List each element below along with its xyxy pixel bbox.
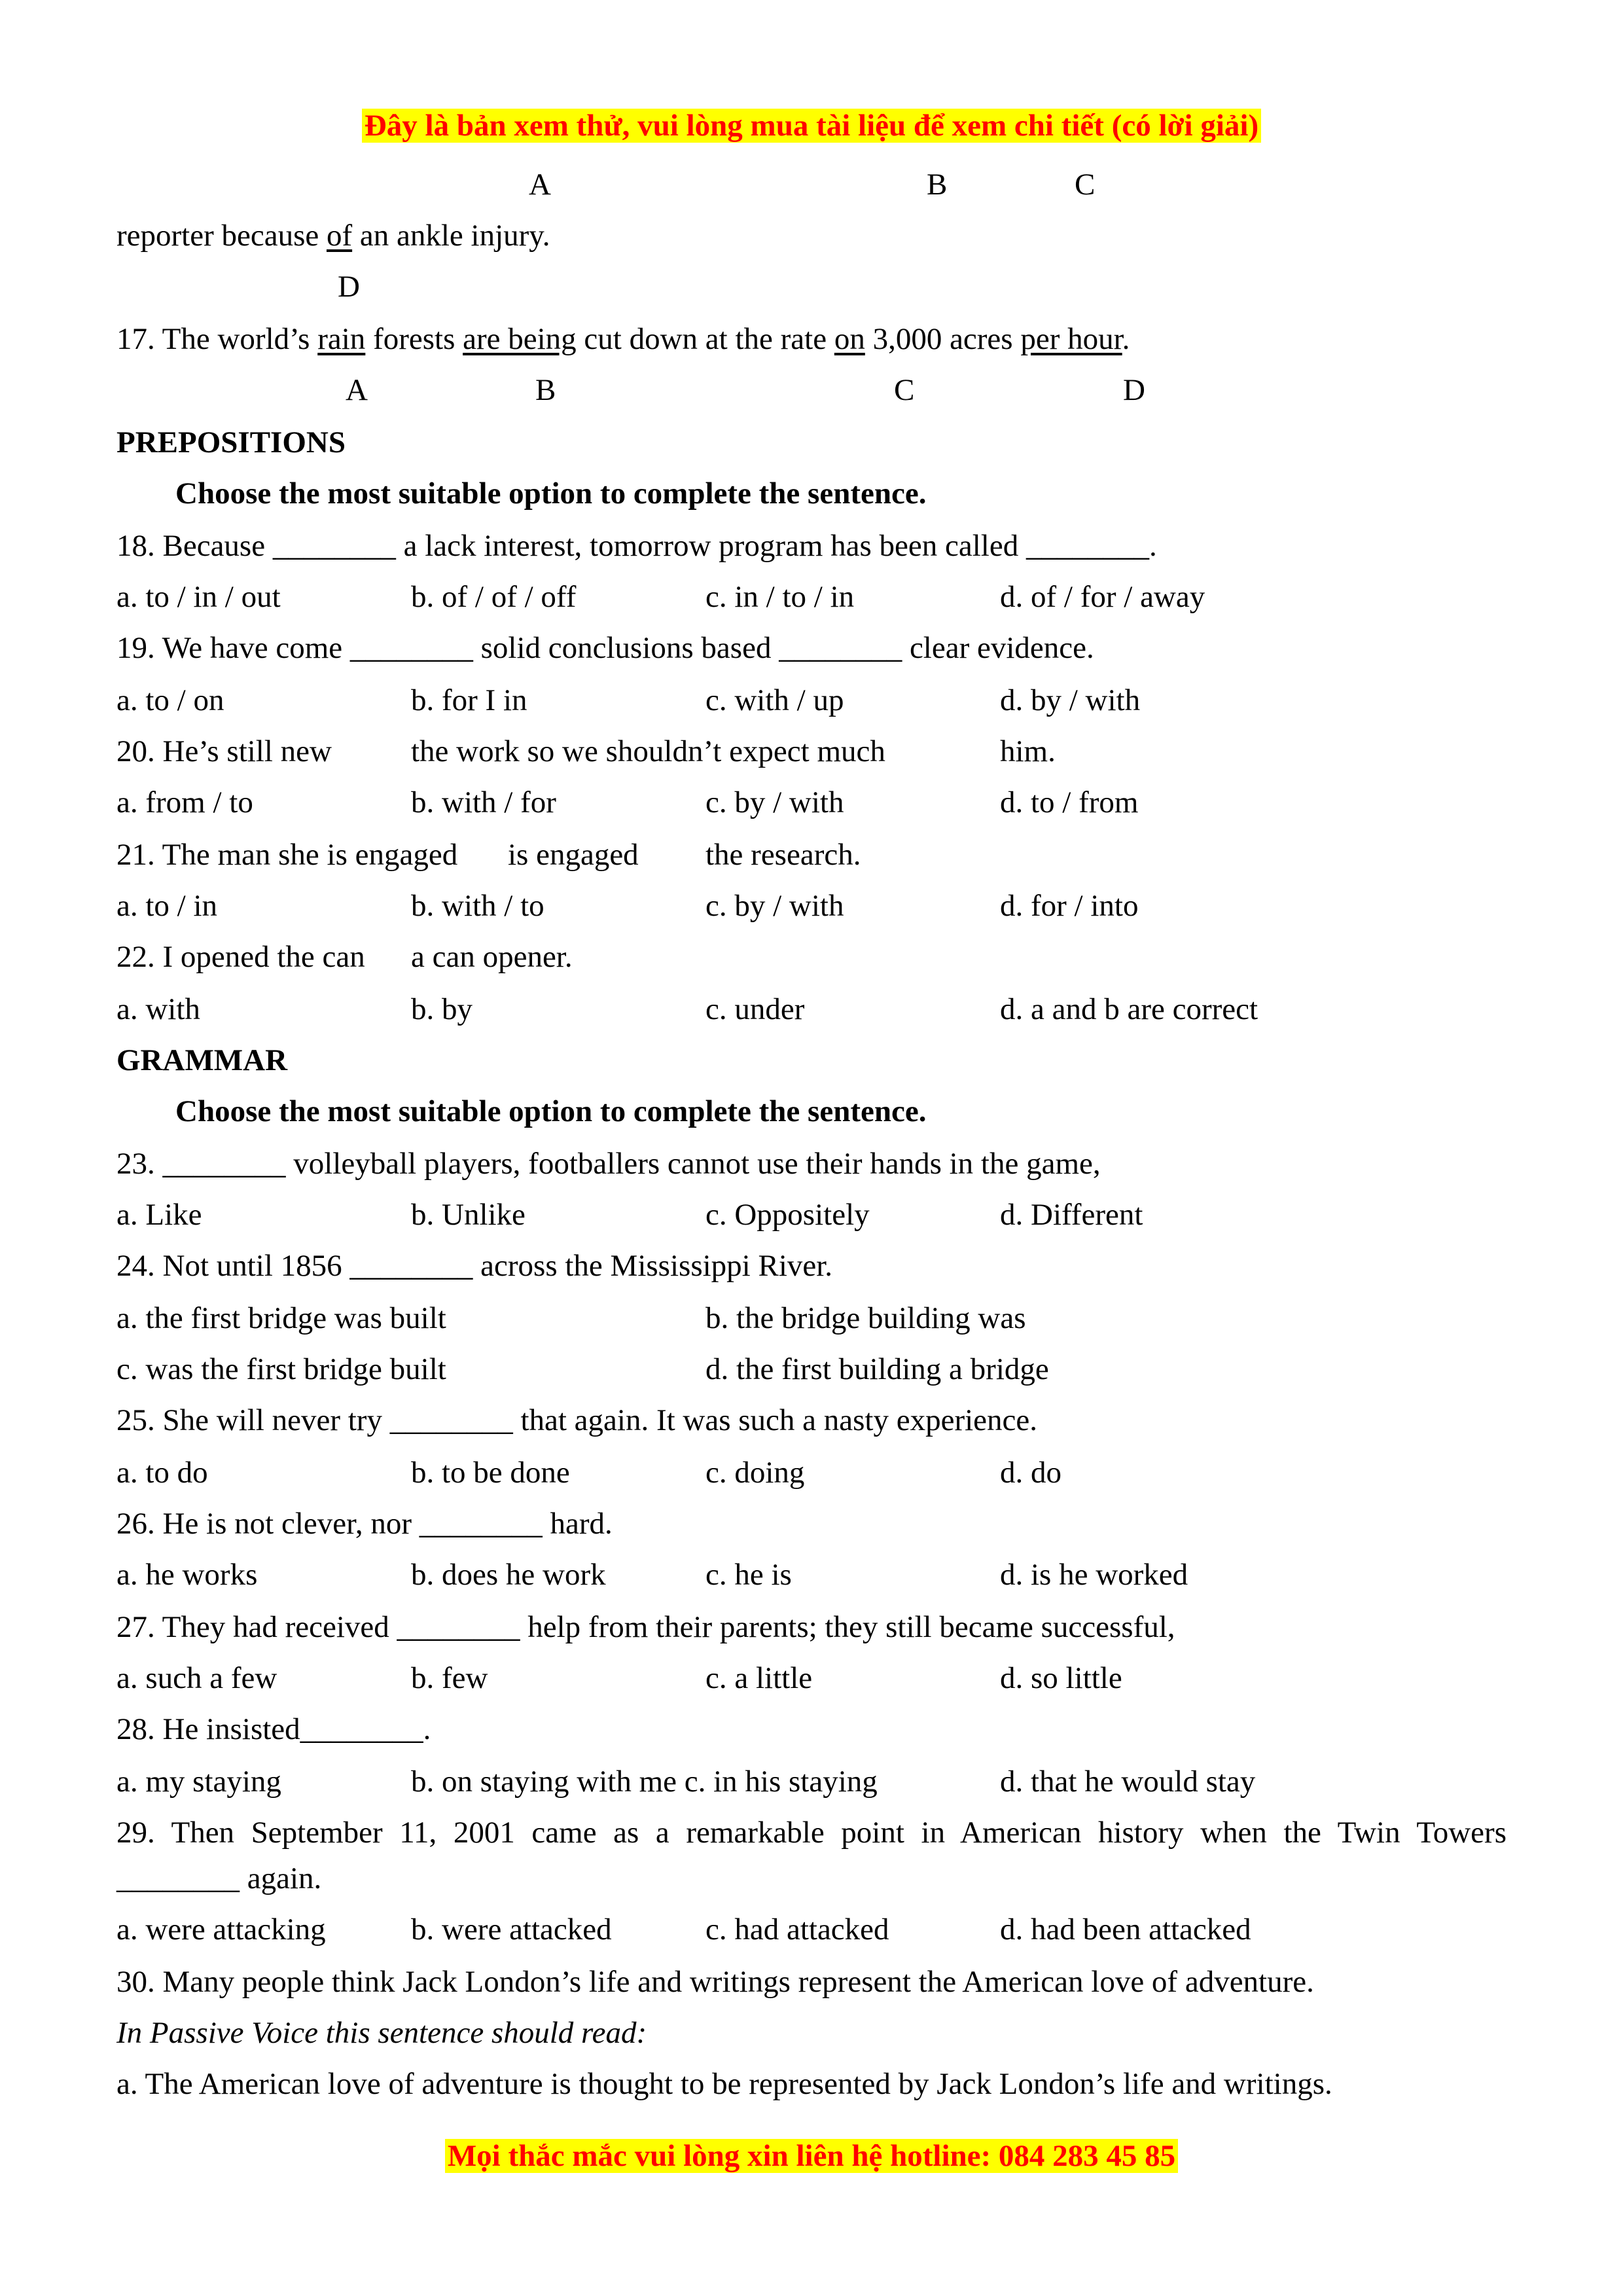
q17-letter-c: C	[894, 373, 915, 407]
q28-option-b-c: b. on staying with me c. in his staying	[411, 1765, 878, 1799]
q22-stem-part-2: a can opener.	[411, 940, 573, 974]
q23-option-a: a. Like	[116, 1198, 202, 1232]
q29-stem-line-1: 29. Then September 11, 2001 came as a remarkable point in American history when the Twin Towers	[116, 1816, 1507, 1850]
q23-option-d: d. Different	[1000, 1198, 1143, 1232]
q22-option-d: d. a and b are correct	[1000, 992, 1258, 1026]
q26-option-b: b. does he work	[411, 1558, 606, 1592]
q24-option-d: d. the first building a bridge	[705, 1352, 1049, 1386]
q19-option-d: d. by / with	[1000, 683, 1141, 717]
q29-stem-line-2: ________ again.	[116, 1861, 322, 1895]
q20-stem-part-1: 20. He’s still new	[116, 734, 332, 768]
section-instruction-grammar: Choose the most suitable option to complete the sentence.	[175, 1094, 927, 1128]
q16-letter-d: D	[338, 270, 360, 304]
q18-option-a: a. to / in / out	[116, 580, 281, 614]
q26-option-d: d. is he worked	[1000, 1558, 1188, 1592]
q22-option-b: b. by	[411, 992, 473, 1026]
q18-stem: 18. Because ________ a lack interest, tomorrow program has been called ________.	[116, 529, 1157, 563]
q22-option-a: a. with	[116, 992, 200, 1026]
q27-stem: 27. They had received ________ help from their parents; they still became successful,	[116, 1610, 1175, 1644]
q16-letter-a: A	[529, 168, 551, 202]
q29-option-d: d. had been attacked	[1000, 1912, 1251, 1946]
q24-option-a: a. the first bridge was built	[116, 1301, 446, 1335]
section-heading-grammar: GRAMMAR	[116, 1043, 288, 1077]
q26-option-c: c. he is	[705, 1558, 792, 1592]
q19-option-a: a. to / on	[116, 683, 224, 717]
q27-option-d: d. so little	[1000, 1661, 1122, 1695]
q24-option-c: c. was the first bridge built	[116, 1352, 446, 1386]
q30-instruction: In Passive Voice this sentence should read:	[116, 2016, 647, 2050]
q25-stem: 25. She will never try ________ that again. It was such a nasty experience.	[116, 1403, 1037, 1437]
q20-option-c: c. by / with	[705, 785, 844, 819]
q20-stem-part-2: the work so we shouldn’t expect much	[411, 734, 885, 768]
q17-sentence: 17. The world’s rain forests are being cut down at the rate on 3,000 acres per hour.	[116, 322, 1130, 356]
q26-stem: 26. He is not clever, nor ________ hard.	[116, 1507, 613, 1541]
q28-stem: 28. He insisted________.	[116, 1712, 431, 1746]
q18-option-d: d. of / for / away	[1000, 580, 1205, 614]
q16-letter-c: C	[1075, 168, 1096, 202]
section-heading-prepositions: PREPOSITIONS	[116, 425, 346, 459]
q23-option-c: c. Oppositely	[705, 1198, 870, 1232]
q19-stem: 19. We have come ________ solid conclusions based ________ clear evidence.	[116, 631, 1094, 665]
q25-option-b: b. to be done	[411, 1456, 570, 1490]
q21-stem-part-1: 21. The man she is engaged	[116, 838, 458, 872]
q21-option-b: b. with / to	[411, 889, 544, 923]
q21-option-a: a. to / in	[116, 889, 218, 923]
q25-option-d: d. do	[1000, 1456, 1061, 1490]
q21-stem-part-3: the research.	[705, 838, 861, 872]
q20-option-d: d. to / from	[1000, 785, 1139, 819]
q25-option-c: c. doing	[705, 1456, 805, 1490]
q19-option-b: b. for I in	[411, 683, 527, 717]
q17-letter-a: A	[346, 373, 368, 407]
q23-stem: 23. ________ volleyball players, footballers cannot use their hands in the game,	[116, 1147, 1101, 1181]
q20-option-b: b. with / for	[411, 785, 556, 819]
q22-stem-part-1: 22. I opened the can	[116, 940, 365, 974]
q30-stem: 30. Many people think Jack London’s life and writings represent the American love of adventure.	[116, 1965, 1314, 1999]
header-banner: Đây là bản xem thử, vui lòng mua tài liệu để xem chi tiết (có lời giải)	[0, 106, 1623, 145]
footer-banner: Mọi thắc mắc vui lòng xin liên hệ hotline: 084 283 45 85	[0, 2136, 1623, 2176]
q27-option-b: b. few	[411, 1661, 488, 1695]
q26-option-a: a. he works	[116, 1558, 258, 1592]
q16-tail-sentence: reporter because of an ankle injury.	[116, 219, 550, 253]
q17-letter-b: B	[535, 373, 556, 407]
q30-option-a: a. The American love of adventure is thought to be represented by Jack London’s life and writings.	[116, 2067, 1332, 2101]
section-instruction-prepositions: Choose the most suitable option to complete the sentence.	[175, 476, 927, 511]
q18-option-b: b. of / of / off	[411, 580, 577, 614]
q21-option-d: d. for / into	[1000, 889, 1139, 923]
q22-option-c: c. under	[705, 992, 805, 1026]
q29-option-c: c. had attacked	[705, 1912, 889, 1946]
q19-option-c: c. with / up	[705, 683, 844, 717]
q24-option-b: b. the bridge building was	[705, 1301, 1026, 1335]
q27-option-a: a. such a few	[116, 1661, 277, 1695]
q21-stem-part-2: is engaged	[508, 838, 639, 872]
q20-option-a: a. from / to	[116, 785, 253, 819]
q25-option-a: a. to do	[116, 1456, 208, 1490]
q20-stem-part-3: him.	[1000, 734, 1056, 768]
q23-option-b: b. Unlike	[411, 1198, 526, 1232]
q17-letter-d: D	[1123, 373, 1145, 407]
q21-option-c: c. by / with	[705, 889, 844, 923]
q28-option-d: d. that he would stay	[1000, 1765, 1256, 1799]
q16-letter-b: B	[927, 168, 948, 202]
q29-option-a: a. were attacking	[116, 1912, 326, 1946]
q29-option-b: b. were attacked	[411, 1912, 612, 1946]
q18-option-c: c. in / to / in	[705, 580, 855, 614]
q24-stem: 24. Not until 1856 ________ across the Mississippi River.	[116, 1249, 833, 1283]
q27-option-c: c. a little	[705, 1661, 813, 1695]
q28-option-a: a. my staying	[116, 1765, 281, 1799]
